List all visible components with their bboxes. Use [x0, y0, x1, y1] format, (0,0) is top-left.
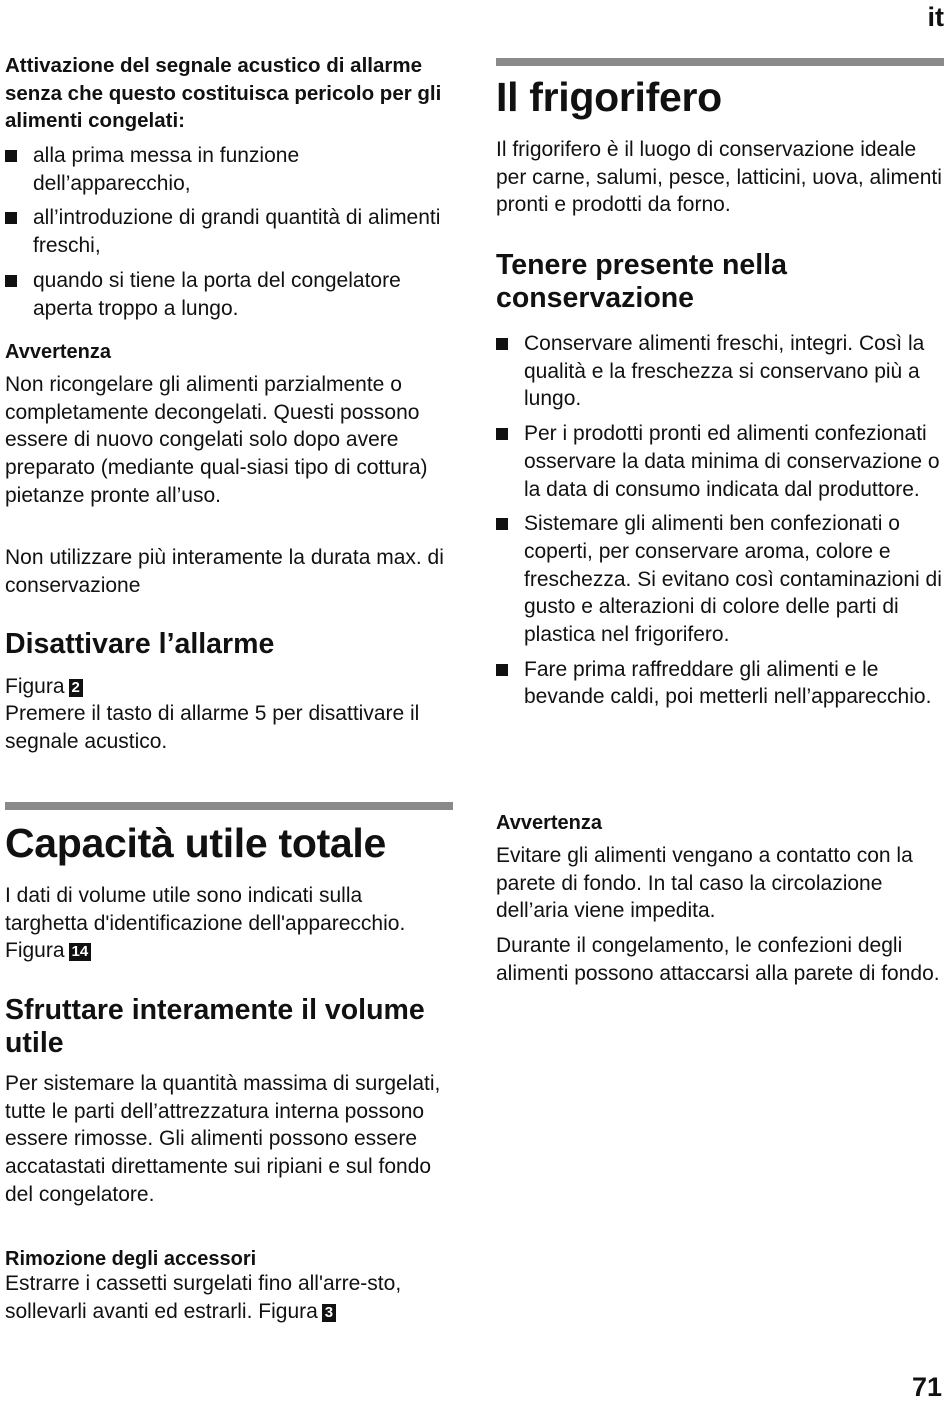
square-bullet-icon: [5, 150, 17, 162]
figure-number-badge: 2: [69, 679, 83, 697]
warning-title: Avvertenza: [5, 341, 111, 363]
list-item: Per i prodotti pronti ed alimenti confezionati osservare la data minima di conservazione o la data di consumo indicata dal produttore.: [496, 420, 944, 503]
warning-paragraph: Evitare gli alimenti vengano a contatto con la parete di fondo. In tal caso la circolazione dell’aria viene impedita.: [496, 844, 913, 923]
volume-paragraph: Per sistemare la quantità massima di surgelati, tutte le parti dell’attrezzatura interna possono essere rimosse. Gli alimenti possono essere accatastati direttamente sui ripiani e sul fondo del congelatore.: [5, 1072, 441, 1206]
list-item: all’introduzione di grandi quantità di alimenti freschi,: [5, 204, 453, 259]
removal-heading: Rimozione degli accessori: [5, 1248, 257, 1270]
section-divider: [5, 802, 453, 810]
warning-paragraph: Non ricongelare gli alimenti parzialmente o completamente decongelati. Questi possono essere di nuovo congelati solo dopo avere preparato (mediante qual-siasi tipo di cottura) pietanze pronte all’uso.: [5, 373, 428, 507]
list-item: Fare prima raffreddare gli alimenti e le bevande caldi, poi metterli nell’apparecchio.: [496, 656, 944, 711]
warning-paragraph: Non utilizzare più interamente la durata max. di conservazione: [5, 546, 444, 597]
alarm-activation-heading: Attivazione del segnale acustico di allarme senza che questo costituisca pericolo per gli alimenti congelati:: [5, 54, 442, 133]
storage-tips-list: [496, 330, 944, 711]
figure-reference: Figura 2: [5, 673, 453, 701]
alarm-activation-list: [5, 142, 453, 322]
square-bullet-icon: [496, 518, 508, 530]
section-divider: [496, 58, 944, 66]
removal-paragraph: Estrarre i cassetti surgelati fino all'arre-sto, sollevarli avanti ed estrarli. Figura 3: [5, 1272, 402, 1323]
list-item: alla prima messa in funzione dell’apparecchio,: [5, 142, 453, 197]
square-bullet-icon: [496, 428, 508, 440]
section-heading-volume: Sfruttare interamente il volume utile: [5, 994, 425, 1059]
warning-paragraph: Durante il congelamento, le confezioni degli alimenti possono attaccarsi alla parete di fondo.: [496, 934, 940, 985]
section-heading-alarm: Disattivare l’allarme: [5, 628, 275, 660]
list-item: quando si tiene la porta del congelatore aperta troppo a lungo.: [5, 267, 453, 322]
list-item: Sistemare gli alimenti ben confezionati o coperti, per conservare aroma, colore e freschezza. Si evitano così contaminazioni di gusto e alterazioni di colore delle parti di plastica nel frigorifero.: [496, 510, 944, 649]
section-heading-fridge: Il frigorifero: [496, 74, 722, 120]
alarm-instructions: Premere il tasto di allarme 5 per disattivare il segnale acustico.: [5, 702, 420, 753]
language-tag: it: [927, 2, 944, 32]
square-bullet-icon: [496, 338, 508, 350]
square-bullet-icon: [5, 212, 17, 224]
page-number: 71: [911, 1372, 942, 1402]
warning-title: Avvertenza: [496, 812, 602, 834]
square-bullet-icon: [5, 275, 17, 287]
capacity-paragraph: I dati di volume utile sono indicati sulla targhetta d'identificazione dell'apparecchio. Figura 14: [5, 884, 406, 963]
fridge-paragraph: Il frigorifero è il luogo di conservazione ideale per carne, salumi, pesce, latticini, uova, alimenti pronti e prodotti da forno.: [496, 138, 942, 217]
section-heading-storage: Tenere presente nella conservazione: [496, 249, 787, 314]
square-bullet-icon: [496, 664, 508, 676]
list-item: Conservare alimenti freschi, integri. Così la qualità e la freschezza si conservano più a lungo.: [496, 330, 944, 413]
section-heading-capacity: Capacità utile totale: [5, 820, 387, 866]
figure-number-badge: 3: [322, 1304, 336, 1322]
figure-number-badge: 14: [69, 943, 92, 961]
